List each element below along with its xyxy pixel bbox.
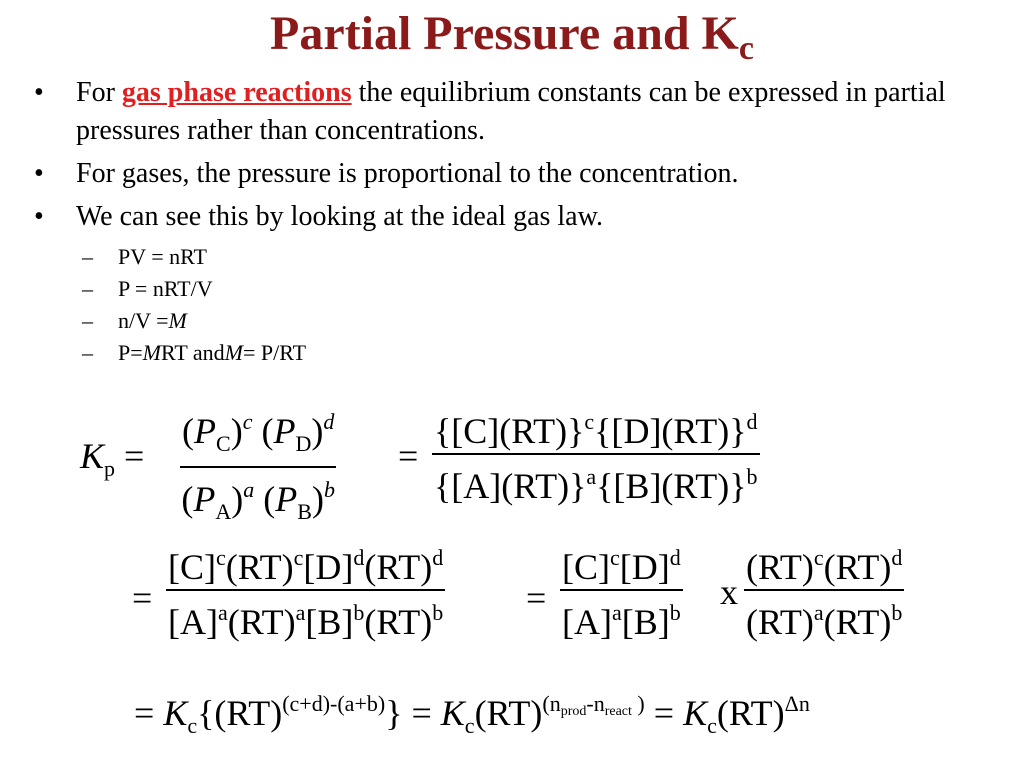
rt-fraction: $\frac{(RT)^c(RT)^d}{(RT)^a(RT)^b}$ — [744, 538, 904, 642]
bullet-text: For gases, the pressure is proportional to the concentration. — [76, 158, 739, 189]
bullet-icon: • — [34, 77, 44, 108]
sub-bullet-item: – PV = nRT — [82, 241, 994, 273]
bullet-icon: • — [34, 201, 44, 232]
bullet-text: We can see this by looking at the ideal gas law. — [76, 201, 603, 232]
gas-phase-link[interactable]: gas phase reactions — [121, 77, 352, 108]
bullet-item — [34, 155, 994, 193]
kc-power-equation: = $K_c\{(RT)^{(c+d)-(a+b)}\} = K_c(RT)^{(nprod-nreact )} = K_c(RT)^{\Delta n}$ — [134, 691, 810, 738]
bullet-item — [34, 198, 994, 236]
bullet-list — [34, 74, 994, 369]
bullet-icon: • — [34, 158, 44, 189]
multiply-sign: x — [720, 572, 738, 612]
expanded-fraction: $\frac{[C]^c(RT)^c[D]^d(RT)^d}{[A]^a(RT)^a[B]^b(RT)^b}$ — [166, 538, 445, 642]
concentration-rt-fraction: $\frac{\{[C](RT)\}^c\{[D](RT)\}^d}{\{[A](RT)\}^a\{[B](RT)\}^b}$ — [432, 402, 760, 506]
equals-sign: = — [398, 436, 419, 476]
dash-icon: – — [82, 308, 93, 333]
slide-title: Partial Pressure and $K_c$ — [270, 7, 754, 67]
dash-icon: – — [82, 244, 93, 269]
sub-bullet-item: – P= M RT and M = P/RT — [82, 337, 994, 369]
equals-sign: = — [132, 578, 153, 618]
equals-sign: = — [526, 578, 547, 618]
sub-bullet-item: – n/V = M — [82, 305, 994, 337]
dash-icon: – — [82, 340, 93, 365]
bullet-item — [34, 74, 994, 150]
pressure-fraction: $\frac{(P_C)^c (P_D)^d}{(P_A)^a (P_B)^b}$ — [180, 402, 336, 532]
concentration-fraction: $\frac{[C]^c[D]^d}{[A]^a[B]^b}$ — [560, 538, 683, 642]
bullet-text: For gas phase reactions the equilibrium constants can be expressed in partial pressures rather than concentrations. — [76, 77, 946, 146]
sub-bullet-item: – P = nRT/V — [82, 273, 994, 305]
dash-icon: – — [82, 276, 93, 301]
kp-label: $K_p$ = — [80, 436, 145, 481]
